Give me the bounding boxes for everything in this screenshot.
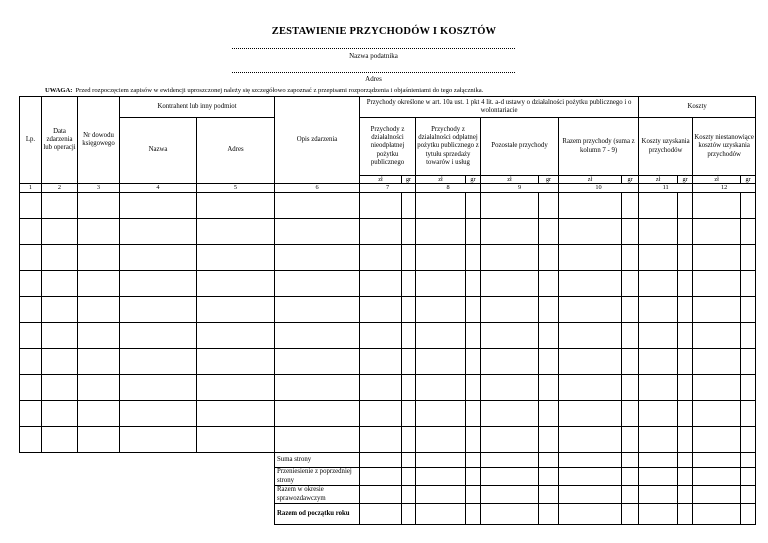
entry-cell[interactable] bbox=[275, 401, 360, 427]
entry-rows bbox=[20, 193, 756, 453]
entry-cell[interactable] bbox=[559, 349, 622, 375]
entry-cell[interactable] bbox=[78, 245, 120, 271]
summary-cell[interactable] bbox=[481, 468, 539, 486]
entry-cell[interactable] bbox=[466, 401, 481, 427]
entry-cell[interactable] bbox=[42, 375, 78, 401]
entry-cell[interactable] bbox=[639, 323, 678, 349]
entry-cell[interactable] bbox=[639, 297, 678, 323]
entry-cell[interactable] bbox=[678, 245, 693, 271]
column-number: 4 bbox=[120, 184, 197, 193]
entry-cell[interactable] bbox=[693, 375, 741, 401]
entry-cell[interactable] bbox=[402, 245, 416, 271]
summary-cell[interactable] bbox=[481, 504, 539, 525]
entry-cell[interactable] bbox=[466, 427, 481, 453]
entry-cell[interactable] bbox=[622, 349, 639, 375]
entry-cell[interactable] bbox=[466, 219, 481, 245]
entry-cell[interactable] bbox=[20, 349, 42, 375]
entry-cell[interactable] bbox=[622, 271, 639, 297]
entry-cell[interactable] bbox=[360, 271, 402, 297]
entry-cell[interactable] bbox=[20, 219, 42, 245]
entry-cell[interactable] bbox=[466, 349, 481, 375]
entry-cell[interactable] bbox=[693, 271, 741, 297]
entry-cell[interactable] bbox=[42, 349, 78, 375]
header-event-date: Data zdarzenia lub operacji bbox=[42, 97, 78, 184]
entry-cell[interactable] bbox=[360, 427, 402, 453]
summary-cell[interactable] bbox=[741, 453, 756, 468]
entry-cell[interactable] bbox=[466, 375, 481, 401]
table-row bbox=[20, 349, 756, 375]
table-row bbox=[20, 297, 756, 323]
entry-cell[interactable] bbox=[360, 375, 402, 401]
summary-cell[interactable] bbox=[539, 504, 559, 525]
entry-cell[interactable] bbox=[539, 401, 559, 427]
entry-cell[interactable] bbox=[741, 375, 756, 401]
entry-cell[interactable] bbox=[741, 401, 756, 427]
address-line bbox=[232, 72, 515, 73]
entry-cell[interactable] bbox=[416, 375, 466, 401]
summary-cell[interactable] bbox=[481, 486, 539, 504]
entry-cell[interactable] bbox=[639, 271, 678, 297]
entry-cell[interactable] bbox=[539, 297, 559, 323]
summary-cell[interactable] bbox=[416, 468, 466, 486]
entry-cell[interactable] bbox=[539, 323, 559, 349]
summary-cell[interactable] bbox=[639, 453, 678, 468]
entry-cell[interactable] bbox=[741, 349, 756, 375]
entry-cell[interactable] bbox=[466, 245, 481, 271]
entry-cell[interactable] bbox=[622, 375, 639, 401]
summary-cell[interactable] bbox=[416, 504, 466, 525]
note-label: UWAGA: bbox=[45, 87, 73, 94]
entry-cell[interactable] bbox=[639, 219, 678, 245]
summary-cell[interactable] bbox=[741, 486, 756, 504]
entry-cell[interactable] bbox=[402, 219, 416, 245]
entry-cell[interactable] bbox=[78, 193, 120, 219]
entry-cell[interactable] bbox=[466, 271, 481, 297]
entry-cell[interactable] bbox=[539, 271, 559, 297]
summary-cell[interactable] bbox=[360, 504, 402, 525]
entry-cell[interactable] bbox=[120, 427, 197, 453]
entry-cell[interactable] bbox=[78, 323, 120, 349]
entry-cell[interactable] bbox=[559, 427, 622, 453]
entry-cell[interactable] bbox=[20, 271, 42, 297]
entry-cell[interactable] bbox=[481, 219, 539, 245]
entry-cell[interactable] bbox=[197, 401, 275, 427]
column-number: 12 bbox=[693, 184, 756, 193]
entry-cell[interactable] bbox=[275, 349, 360, 375]
entry-cell[interactable] bbox=[678, 193, 693, 219]
summary-cell[interactable] bbox=[639, 504, 678, 525]
entry-cell[interactable] bbox=[622, 297, 639, 323]
entry-cell[interactable] bbox=[120, 245, 197, 271]
entry-cell[interactable] bbox=[275, 245, 360, 271]
header-zl: zł bbox=[416, 176, 466, 184]
entry-cell[interactable] bbox=[622, 193, 639, 219]
entry-cell[interactable] bbox=[559, 193, 622, 219]
entry-cell[interactable] bbox=[42, 323, 78, 349]
entry-cell[interactable] bbox=[741, 219, 756, 245]
header-contractor: Kontrahent lub inny podmiot bbox=[120, 97, 275, 118]
summary-cell[interactable] bbox=[466, 453, 481, 468]
entry-cell[interactable] bbox=[639, 375, 678, 401]
column-number: 8 bbox=[416, 184, 481, 193]
header-gr: gr bbox=[622, 176, 639, 184]
header-rev-other: Pozostałe przychody bbox=[481, 118, 559, 176]
entry-cell[interactable] bbox=[622, 219, 639, 245]
entry-cell[interactable] bbox=[120, 297, 197, 323]
entry-cell[interactable] bbox=[693, 297, 741, 323]
header-rev-unpaid: Przychody z działalności nieodpłatnej pożytku publicznego bbox=[360, 118, 416, 176]
summary-cell[interactable] bbox=[639, 486, 678, 504]
entry-cell[interactable] bbox=[120, 323, 197, 349]
entry-cell[interactable] bbox=[275, 193, 360, 219]
note-text: Przed rozpoczęciem zapisów w ewidencji uproszczonej należy się szczegółowo zapoznać z przepisami rozporządzenia i objaśnieniami do tego załącznika. bbox=[75, 87, 484, 94]
header-rev-paid: Przychody z działalności odpłatnej pożytku publicznego z tytułu sprzedaży towarów i usług bbox=[416, 118, 481, 176]
summary-cell[interactable] bbox=[559, 504, 622, 525]
entry-cell[interactable] bbox=[559, 297, 622, 323]
summary-cell[interactable] bbox=[466, 486, 481, 504]
entry-cell[interactable] bbox=[197, 297, 275, 323]
summary-cell[interactable] bbox=[741, 468, 756, 486]
entry-cell[interactable] bbox=[741, 271, 756, 297]
entry-cell[interactable] bbox=[693, 245, 741, 271]
entry-cell[interactable] bbox=[678, 427, 693, 453]
entry-cell[interactable] bbox=[416, 193, 466, 219]
entry-cell[interactable] bbox=[693, 401, 741, 427]
summary-cell[interactable] bbox=[481, 453, 539, 468]
address-label: Adres bbox=[365, 75, 382, 83]
entry-cell[interactable] bbox=[693, 193, 741, 219]
entry-cell[interactable] bbox=[559, 375, 622, 401]
entry-cell[interactable] bbox=[275, 427, 360, 453]
entry-cell[interactable] bbox=[481, 375, 539, 401]
form-title: ZESTAWIENIE PRZYCHODÓW I KOSZTÓW bbox=[271, 26, 497, 37]
entry-cell[interactable] bbox=[693, 427, 741, 453]
summary-cell[interactable] bbox=[360, 486, 402, 504]
entry-cell[interactable] bbox=[416, 323, 466, 349]
entry-cell[interactable] bbox=[20, 401, 42, 427]
entry-cell[interactable] bbox=[741, 427, 756, 453]
table-row bbox=[20, 219, 756, 245]
entry-cell[interactable] bbox=[275, 323, 360, 349]
entry-cell[interactable] bbox=[402, 401, 416, 427]
summary-cell[interactable] bbox=[622, 468, 639, 486]
entry-cell[interactable] bbox=[416, 401, 466, 427]
summary-cell[interactable] bbox=[693, 486, 741, 504]
entry-cell[interactable] bbox=[78, 427, 120, 453]
column-number: 2 bbox=[42, 184, 78, 193]
entry-cell[interactable] bbox=[622, 427, 639, 453]
entry-cell[interactable] bbox=[741, 193, 756, 219]
entry-cell[interactable] bbox=[678, 323, 693, 349]
entry-cell[interactable] bbox=[678, 219, 693, 245]
entry-cell[interactable] bbox=[360, 193, 402, 219]
summary-cell[interactable] bbox=[622, 486, 639, 504]
entry-cell[interactable] bbox=[275, 375, 360, 401]
entry-cell[interactable] bbox=[360, 401, 402, 427]
entry-cell[interactable] bbox=[20, 323, 42, 349]
header-cost-revenue: Koszty uzyskania przychodów bbox=[639, 118, 693, 176]
entry-cell[interactable] bbox=[559, 245, 622, 271]
entry-cell[interactable] bbox=[466, 297, 481, 323]
entry-cell[interactable] bbox=[402, 193, 416, 219]
summary-cell[interactable] bbox=[693, 504, 741, 525]
entry-cell[interactable] bbox=[481, 245, 539, 271]
entry-cell[interactable] bbox=[20, 193, 42, 219]
taxpayer-name-label: Nazwa podatnika bbox=[349, 52, 398, 60]
summary-label-carry-over: Przeniesienie z poprzedniej strony bbox=[275, 468, 360, 486]
entry-cell[interactable] bbox=[20, 375, 42, 401]
header-zl: zł bbox=[693, 176, 741, 184]
column-number: 6 bbox=[275, 184, 360, 193]
entry-cell[interactable] bbox=[678, 271, 693, 297]
entry-cell[interactable] bbox=[42, 193, 78, 219]
summary-cell[interactable] bbox=[678, 486, 693, 504]
entry-cell[interactable] bbox=[622, 401, 639, 427]
entry-cell[interactable] bbox=[481, 193, 539, 219]
header-gr: gr bbox=[402, 176, 416, 184]
entry-cell[interactable] bbox=[481, 297, 539, 323]
summary-cell[interactable] bbox=[402, 504, 416, 525]
entry-cell[interactable] bbox=[197, 271, 275, 297]
entry-cell[interactable] bbox=[20, 297, 42, 323]
entry-cell[interactable] bbox=[197, 193, 275, 219]
summary-cell[interactable] bbox=[678, 453, 693, 468]
table-row bbox=[20, 401, 756, 427]
entry-cell[interactable] bbox=[402, 375, 416, 401]
entry-cell[interactable] bbox=[539, 193, 559, 219]
summary-cell[interactable] bbox=[360, 468, 402, 486]
table-row bbox=[20, 193, 756, 219]
entry-cell[interactable] bbox=[539, 375, 559, 401]
entry-cell[interactable] bbox=[481, 427, 539, 453]
revenue-cost-table bbox=[19, 96, 756, 525]
entry-cell[interactable] bbox=[559, 401, 622, 427]
entry-cell[interactable] bbox=[416, 297, 466, 323]
header-zl: zł bbox=[360, 176, 402, 184]
entry-cell[interactable] bbox=[539, 427, 559, 453]
entry-cell[interactable] bbox=[416, 427, 466, 453]
entry-cell[interactable] bbox=[42, 271, 78, 297]
column-number: 7 bbox=[360, 184, 416, 193]
entry-cell[interactable] bbox=[197, 427, 275, 453]
summary-cell[interactable] bbox=[741, 504, 756, 525]
entry-cell[interactable] bbox=[20, 427, 42, 453]
table-row bbox=[20, 427, 756, 453]
entry-cell[interactable] bbox=[42, 401, 78, 427]
entry-cell[interactable] bbox=[120, 271, 197, 297]
summary-cell[interactable] bbox=[466, 468, 481, 486]
entry-cell[interactable] bbox=[481, 323, 539, 349]
taxpayer-name-line bbox=[232, 48, 515, 49]
note bbox=[45, 87, 483, 94]
entry-cell[interactable] bbox=[78, 219, 120, 245]
entry-cell[interactable] bbox=[622, 245, 639, 271]
header-name: Nazwa bbox=[120, 118, 197, 184]
summary-cell[interactable] bbox=[678, 468, 693, 486]
summary-cell[interactable] bbox=[416, 453, 466, 468]
summary-cell[interactable] bbox=[539, 468, 559, 486]
summary-cell[interactable] bbox=[402, 468, 416, 486]
entry-cell[interactable] bbox=[402, 323, 416, 349]
entry-cell[interactable] bbox=[693, 349, 741, 375]
entry-cell[interactable] bbox=[120, 349, 197, 375]
entry-cell[interactable] bbox=[275, 297, 360, 323]
column-number: 1 bbox=[20, 184, 42, 193]
entry-cell[interactable] bbox=[275, 271, 360, 297]
entry-cell[interactable] bbox=[693, 219, 741, 245]
summary-cell[interactable] bbox=[539, 486, 559, 504]
summary-cell[interactable] bbox=[693, 453, 741, 468]
column-number: 10 bbox=[559, 184, 639, 193]
entry-cell[interactable] bbox=[197, 323, 275, 349]
entry-cell[interactable] bbox=[559, 219, 622, 245]
entry-cell[interactable] bbox=[639, 245, 678, 271]
entry-cell[interactable] bbox=[360, 245, 402, 271]
entry-cell[interactable] bbox=[78, 375, 120, 401]
column-number: 5 bbox=[197, 184, 275, 193]
summary-label-page-sum: Suma strony bbox=[275, 453, 360, 468]
summary-label-year-total: Razem od początku roku bbox=[275, 504, 360, 525]
entry-cell[interactable] bbox=[741, 323, 756, 349]
entry-cell[interactable] bbox=[360, 219, 402, 245]
header-zl: zł bbox=[639, 176, 678, 184]
entry-cell[interactable] bbox=[639, 427, 678, 453]
summary-cell[interactable] bbox=[360, 453, 402, 468]
entry-cell[interactable] bbox=[42, 297, 78, 323]
entry-cell[interactable] bbox=[539, 219, 559, 245]
entry-cell[interactable] bbox=[42, 427, 78, 453]
header-address: Adres bbox=[197, 118, 275, 184]
summary-cell[interactable] bbox=[639, 468, 678, 486]
table-row bbox=[20, 375, 756, 401]
table-row bbox=[20, 271, 756, 297]
entry-cell[interactable] bbox=[78, 401, 120, 427]
summary-cell[interactable] bbox=[559, 468, 622, 486]
entry-cell[interactable] bbox=[78, 271, 120, 297]
header-revenue-group: Przychody określone w art. 10a ust. 1 pkt 4 lit. a-d ustawy o działalności pożytku publicznego i o wolontariacie bbox=[360, 97, 639, 118]
header-gr: gr bbox=[466, 176, 481, 184]
entry-cell[interactable] bbox=[639, 193, 678, 219]
entry-cell[interactable] bbox=[197, 375, 275, 401]
entry-cell[interactable] bbox=[741, 245, 756, 271]
summary-cell[interactable] bbox=[559, 453, 622, 468]
entry-cell[interactable] bbox=[120, 193, 197, 219]
entry-cell[interactable] bbox=[402, 427, 416, 453]
column-number: 3 bbox=[78, 184, 120, 193]
entry-cell[interactable] bbox=[481, 349, 539, 375]
entry-cell[interactable] bbox=[197, 245, 275, 271]
table-row bbox=[20, 323, 756, 349]
entry-cell[interactable] bbox=[678, 375, 693, 401]
summary-cell[interactable] bbox=[559, 486, 622, 504]
entry-cell[interactable] bbox=[678, 297, 693, 323]
summary-label-period-total: Razem w okresie sprawozdawczym bbox=[275, 486, 360, 504]
entry-cell[interactable] bbox=[559, 323, 622, 349]
header-cost-non: Koszty niestanowiące kosztów uzyskania przychodów bbox=[693, 118, 756, 176]
header-gr: gr bbox=[741, 176, 756, 184]
summary-cell[interactable] bbox=[416, 486, 466, 504]
entry-cell[interactable] bbox=[360, 349, 402, 375]
entry-cell[interactable] bbox=[360, 323, 402, 349]
entry-cell[interactable] bbox=[678, 401, 693, 427]
column-number: 9 bbox=[481, 184, 559, 193]
entry-cell[interactable] bbox=[20, 245, 42, 271]
entry-cell[interactable] bbox=[360, 297, 402, 323]
entry-cell[interactable] bbox=[402, 297, 416, 323]
entry-cell[interactable] bbox=[539, 245, 559, 271]
header-costs-group: Koszty bbox=[639, 97, 756, 118]
column-number: 11 bbox=[639, 184, 693, 193]
entry-cell[interactable] bbox=[402, 271, 416, 297]
entry-cell[interactable] bbox=[402, 349, 416, 375]
entry-cell[interactable] bbox=[275, 219, 360, 245]
header-zl: zł bbox=[481, 176, 539, 184]
summary-cell[interactable] bbox=[539, 453, 559, 468]
header-rev-total: Razem przychody (suma z kolumn 7 - 9) bbox=[559, 118, 639, 176]
summary-cell[interactable] bbox=[622, 453, 639, 468]
entry-cell[interactable] bbox=[466, 323, 481, 349]
entry-cell[interactable] bbox=[42, 245, 78, 271]
header-description: Opis zdarzenia bbox=[275, 97, 360, 184]
entry-cell[interactable] bbox=[741, 297, 756, 323]
entry-cell[interactable] bbox=[416, 219, 466, 245]
entry-cell[interactable] bbox=[559, 271, 622, 297]
entry-cell[interactable] bbox=[639, 401, 678, 427]
header-zl: zł bbox=[559, 176, 622, 184]
entry-cell[interactable] bbox=[78, 297, 120, 323]
summary-cell[interactable] bbox=[466, 504, 481, 525]
entry-cell[interactable] bbox=[416, 349, 466, 375]
entry-cell[interactable] bbox=[693, 323, 741, 349]
header-doc-no: Nr dowodu księgowego bbox=[78, 97, 120, 184]
summary-blank-area bbox=[20, 453, 275, 525]
entry-cell[interactable] bbox=[639, 349, 678, 375]
entry-cell[interactable] bbox=[197, 219, 275, 245]
summary-cell[interactable] bbox=[622, 504, 639, 525]
header-lp: Lp. bbox=[20, 97, 42, 184]
entry-cell[interactable] bbox=[539, 349, 559, 375]
summary-cell[interactable] bbox=[402, 486, 416, 504]
entry-cell[interactable] bbox=[678, 349, 693, 375]
entry-cell[interactable] bbox=[622, 323, 639, 349]
entry-cell[interactable] bbox=[416, 271, 466, 297]
entry-cell[interactable] bbox=[120, 401, 197, 427]
header-gr: gr bbox=[539, 176, 559, 184]
summary-cell[interactable] bbox=[678, 504, 693, 525]
entry-cell[interactable] bbox=[120, 375, 197, 401]
summary-cell[interactable] bbox=[693, 468, 741, 486]
entry-cell[interactable] bbox=[42, 219, 78, 245]
entry-cell[interactable] bbox=[120, 219, 197, 245]
entry-cell[interactable] bbox=[466, 193, 481, 219]
table-row bbox=[20, 245, 756, 271]
entry-cell[interactable] bbox=[481, 401, 539, 427]
entry-cell[interactable] bbox=[197, 349, 275, 375]
entry-cell[interactable] bbox=[416, 245, 466, 271]
header-gr: gr bbox=[678, 176, 693, 184]
summary-cell[interactable] bbox=[402, 453, 416, 468]
entry-cell[interactable] bbox=[78, 349, 120, 375]
entry-cell[interactable] bbox=[481, 271, 539, 297]
